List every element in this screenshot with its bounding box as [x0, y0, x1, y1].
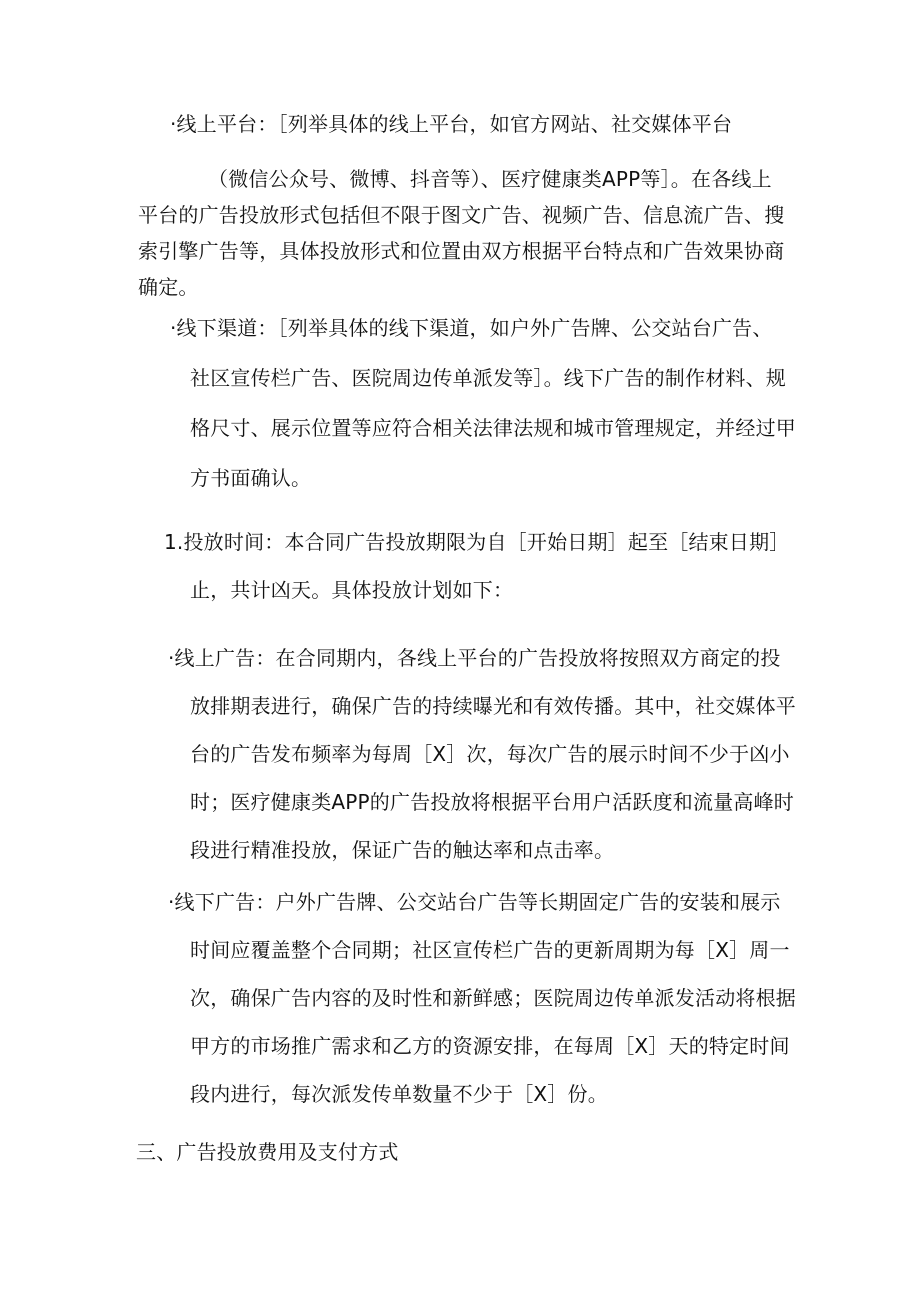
paragraph-line: 次，确保广告内容的及时性和新鲜感；医院周边传单派发活动将根据 [190, 986, 796, 1010]
paragraph-line: 方书面确认。 [190, 466, 312, 490]
paragraph-line: 放排期表进行，确保广告的持续曝光和有效传播。其中，社交媒体平 [190, 694, 796, 718]
paragraph-line: 段进行精准投放，保证广告的触达率和点击率。 [190, 838, 615, 862]
paragraph-line: 止，共计凶天。具体投放计划如下： [190, 578, 514, 602]
paragraph-line: ·线上广告：在合同期内，各线上平台的广告投放将按照双方商定的投 [168, 646, 781, 670]
paragraph-line: ·线下广告：户外广告牌、公交站台广告等长期固定广告的安装和展示 [168, 890, 781, 914]
paragraph-line: 社区宣传栏广告、医院周边传单派发等］。线下广告的制作材料、规 [190, 366, 786, 390]
paragraph-line: ·线下渠道：［列举具体的线下渠道，如户外广告牌、公交站台广告、 [170, 316, 773, 340]
paragraph-line: 台的广告发布频率为每周［X］次，每次广告的展示时间不少于凶小 [190, 742, 790, 766]
paragraph-line: 时；医疗健康类APP的广告投放将根据平台用户活跃度和流量高峰时 [190, 790, 795, 814]
paragraph-line: 平台的广告投放形式包括但不限于图文广告、视频广告、信息流广告、搜 [138, 203, 785, 227]
paragraph-line: ·线上平台：［列举具体的线上平台，如官方网站、社交媒体平台 [170, 112, 733, 136]
paragraph-line: 确定。 [138, 275, 199, 299]
section-heading: 三、广告投放费用及支付方式 [136, 1140, 399, 1164]
paragraph-line: 1.投放时间：本合同广告投放期限为自［开始日期］起至［结束日期］ [164, 530, 790, 554]
paragraph-line: 段内进行，每次派发传单数量不少于［X］份。 [190, 1082, 608, 1106]
paragraph-line: 索引擎广告等，具体投放形式和位置由双方根据平台特点和广告效果协商 [138, 239, 785, 263]
paragraph-line: 时间应覆盖整个合同期；社区宣传栏广告的更新周期为每［X］周一 [190, 938, 790, 962]
paragraph-line: 格尺寸、展示位置等应符合相关法律法规和城市管理规定，并经过甲 [190, 416, 796, 440]
paragraph-line: 甲方的市场推广需求和乙方的资源安排，在每周［X］天的特定时间 [190, 1034, 790, 1058]
paragraph-line: （微信公众号、微博、抖音等）、医疗健康类APP等］。在各线上 [208, 167, 772, 191]
